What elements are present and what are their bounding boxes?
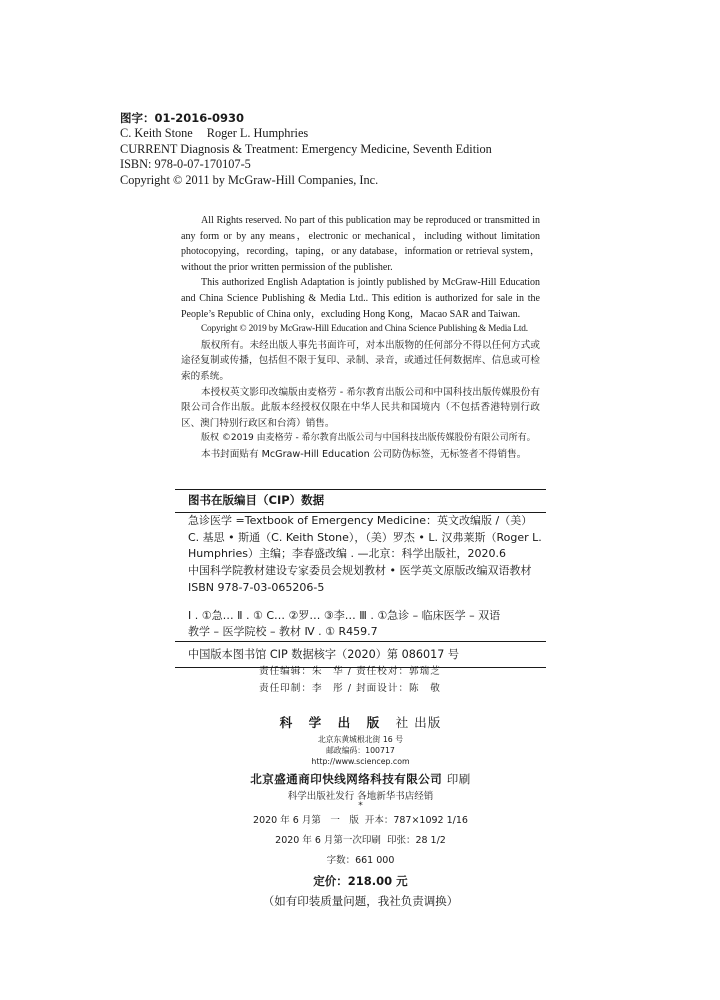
rights-paragraph: 版权所有。未经出版人事先书面许可，对本出版物的任何部分不得以任何方式或途径复制或传播，包括但不限于复印、录制、录音，或通过任何数据库、信息或可检索的系统。 <box>181 339 540 382</box>
responsibility-credits <box>259 663 441 697</box>
original-isbn: ISBN: 978-0-07-170107-5 <box>120 157 251 172</box>
cip-line: 急诊医学 =Textbook of Emergency Medicine：英文改编版 /（美） <box>188 514 533 527</box>
cip-classification: 教学 – 医学院校 – 教材 Ⅳ . ① R459.7 <box>188 625 378 639</box>
publisher-name: 科 学 出 版 社 出版 <box>279 715 442 730</box>
original-copyright: Copyright © 2011 by McGraw-Hill Companies, Inc. <box>120 172 379 187</box>
publication-info <box>175 712 546 911</box>
printing-line: 2020 年 6 月第一次印刷 印张：28 1/2 <box>275 835 446 846</box>
rights-paragraph: This authorized English Adaptation is jointly published by McGraw-Hill Education and China Science Publishing & Media Ltd.. This edition is authorized for sale in the People’s Republic of China only，excluding Hong Kong，Macao SAR and Taiwan. <box>181 277 540 320</box>
cip-classification: Ⅰ . ①急… Ⅱ . ① C… ②罗… ③李… Ⅲ . ①急诊 – 临床医学 – 双语 <box>188 608 501 622</box>
word-count: 字数：661 000 <box>326 855 395 866</box>
publisher-address: 北京东黄城根北街 16 号 <box>317 735 404 744</box>
cip-record-number: 中国版本图书馆 CIP 数据核字（2020）第 086017 号 <box>188 647 460 661</box>
rights-paragraph: All Rights reserved. No part of this publication may be reproduced or transmitted in any form or by any means，electronic or mechanical，including without limitation photocopying，recording，taping，or any database，information or retrieval system，without the prior written permission of the publisher. <box>181 215 540 273</box>
separator-mark: * <box>358 801 363 811</box>
cip-record <box>175 513 546 641</box>
publisher-postcode: 邮政编码：100717 <box>326 746 395 755</box>
cip-line: 中国科学院教材建设专家委员会规划教材 • 医学英文原版改编双语教材 <box>188 564 532 578</box>
rights-paragraph: 本书封面贴有 McGraw-Hill Education 公司防伪标签，无标签者不得销售。 <box>201 448 527 460</box>
rights-statement <box>181 213 540 463</box>
quality-notice: （如有印装质量问题，我社负责调换） <box>262 894 459 908</box>
original-authors <box>120 126 680 141</box>
author-name: Roger L. Humphries <box>206 126 309 141</box>
printer-name: 北京盛通商印快线网络科技有限公司 印刷 <box>250 772 471 786</box>
original-edition-info <box>120 111 680 188</box>
original-title: CURRENT Diagnosis & Treatment: Emergency Medicine, Seventh Edition <box>120 141 492 156</box>
cip-line: Humphries）主编；李春盛改编 . —北京：科学出版社，2020.6 <box>188 547 506 561</box>
production-credit: 责任印制：李 彤 / 封面设计：陈 敬 <box>259 683 441 694</box>
publisher-url: http://www.sciencep.com <box>311 757 410 766</box>
price: 定价：218.00 元 <box>313 874 408 888</box>
edition-line: 2020 年 6 月第 一 版 开本：787×1092 1/16 <box>253 815 468 826</box>
cip-line: C. 基思 • 斯通（C. Keith Stone），（美）罗杰 • L. 汉弗莱斯（Roger L. <box>188 530 542 544</box>
rights-paragraph: Copyright © 2019 by McGraw-Hill Education and China Science Publishing & Media Ltd. <box>201 324 528 335</box>
rights-paragraph: 本授权英文影印改编版由麦格劳 - 希尔教育出版公司和中国科技出版传媒股份有限公司合作出版。此版本经授权仅限在中华人民共和国境内（不包括香港特别行政区、澳门特别行政区和台湾）销售。 <box>181 386 540 429</box>
cip-data-box <box>175 489 546 668</box>
registration-number: 图字：01-2016-0930 <box>120 111 245 125</box>
cip-line: ISBN 978-7-03-065206-5 <box>188 580 325 594</box>
rights-paragraph: 版权 ©2019 由麦格劳 - 希尔教育出版公司与中国科技出版传媒股份有限公司所有。 <box>201 433 536 444</box>
editor-credit: 责任编辑：朱 华 / 责任校对：郭瑞芝 <box>259 666 441 677</box>
cip-title: 图书在版编目（CIP）数据 <box>188 493 325 507</box>
distribution-info: 科学出版社发行 各地新华书店经销 <box>287 791 434 802</box>
author-name: C. Keith Stone <box>120 126 193 141</box>
